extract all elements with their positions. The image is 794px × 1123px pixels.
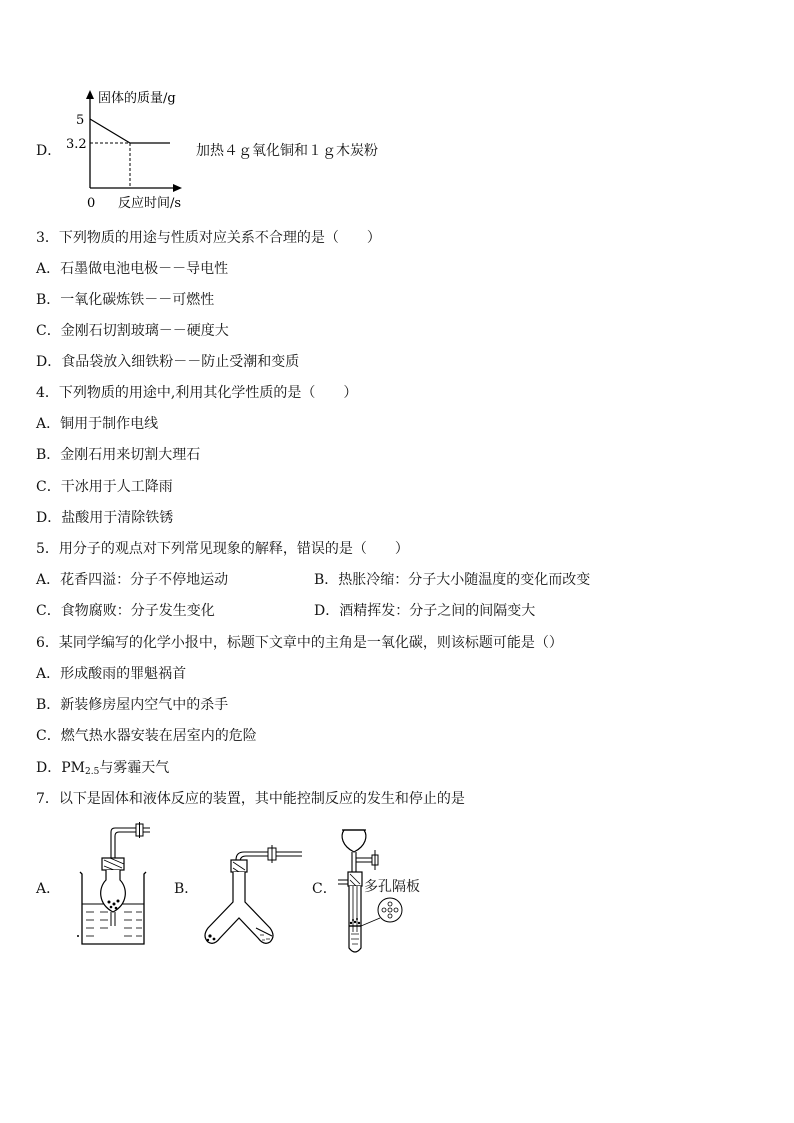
tick-3-2: 3.2 bbox=[66, 137, 87, 152]
q6-option-c: C．燃气热水器安装在居室内的危险 bbox=[36, 728, 257, 744]
q7-option-b-label: B． bbox=[174, 881, 199, 897]
q3-option-c: C．金刚石切割玻璃－－硬度大 bbox=[36, 323, 229, 339]
q6-stem: 6．某同学编写的化学小报中，标题下文章中的主角是一氧化碳，则该标题可能是（） bbox=[36, 635, 563, 651]
q6-option-b: B．新装修房屋内空气中的杀手 bbox=[36, 697, 229, 713]
mass-curve bbox=[90, 119, 170, 143]
apparatus-a-beaker bbox=[74, 822, 164, 952]
q5-option-c: C．食物腐败：分子发生变化 bbox=[36, 603, 215, 619]
q3-option-d: D．食品袋放入细铁粉－－防止受潮和变质 bbox=[36, 354, 300, 370]
q6-option-d-subscript: 2.5 bbox=[84, 767, 100, 777]
q3-option-a: A．石墨做电池电极－－导电性 bbox=[36, 261, 229, 277]
q4-option-d: D．盐酸用于清除铁锈 bbox=[36, 510, 174, 526]
q4-stem: 4．下列物质的用途中,利用其化学性质的是（ ） bbox=[36, 385, 358, 401]
q5-stem: 5．用分子的观点对下列常见现象的解释，错误的是（ ） bbox=[36, 541, 409, 557]
x-axis-label: 反应时间/s bbox=[118, 196, 182, 211]
y-axis-arrow bbox=[86, 90, 94, 99]
q6-option-d-suffix: 与雾霾天气 bbox=[99, 760, 170, 776]
q6-option-d bbox=[36, 758, 169, 782]
q7-option-c-label: C． bbox=[312, 881, 337, 897]
apparatus-b-y-tube bbox=[198, 840, 308, 950]
q5-option-b: B．热胀冷缩：分子大小随温度的变化而改变 bbox=[314, 572, 591, 588]
tick-5: 5 bbox=[76, 113, 85, 128]
q2-option-d-label: D． bbox=[36, 143, 62, 159]
q4-option-b: B．金刚石用来切割大理石 bbox=[36, 447, 201, 463]
q7-option-a-label: A． bbox=[36, 881, 61, 897]
q3-stem: 3．下列物质的用途与性质对应关系不合理的是（ ） bbox=[36, 230, 381, 246]
q2-option-d-caption: 加热４ｇ氧化铜和１ｇ木炭粉 bbox=[196, 143, 378, 159]
q6-option-d-prefix: D．PM bbox=[36, 760, 85, 776]
q5-option-d: D．酒精挥发：分子之间的间隔变大 bbox=[314, 603, 536, 619]
x-axis-arrow bbox=[173, 184, 182, 192]
q5-option-a: A．花香四溢：分子不停地运动 bbox=[36, 572, 229, 588]
q6-option-a: A．形成酸雨的罪魁祸首 bbox=[36, 666, 187, 682]
q4-option-a: A．铜用于制作电线 bbox=[36, 416, 159, 432]
porous-plate-label: 多孔隔板 bbox=[364, 879, 420, 895]
q4-option-c: C．干冰用于人工降雨 bbox=[36, 479, 173, 495]
y-axis-label: 固体的质量/g bbox=[98, 91, 176, 106]
origin-label: 0 bbox=[87, 196, 96, 211]
q3-option-b: B．一氧化碳炼铁－－可燃性 bbox=[36, 292, 215, 308]
q7-stem: 7．以下是固体和液体反应的装置，其中能控制反应的发生和停止的是 bbox=[36, 791, 465, 807]
